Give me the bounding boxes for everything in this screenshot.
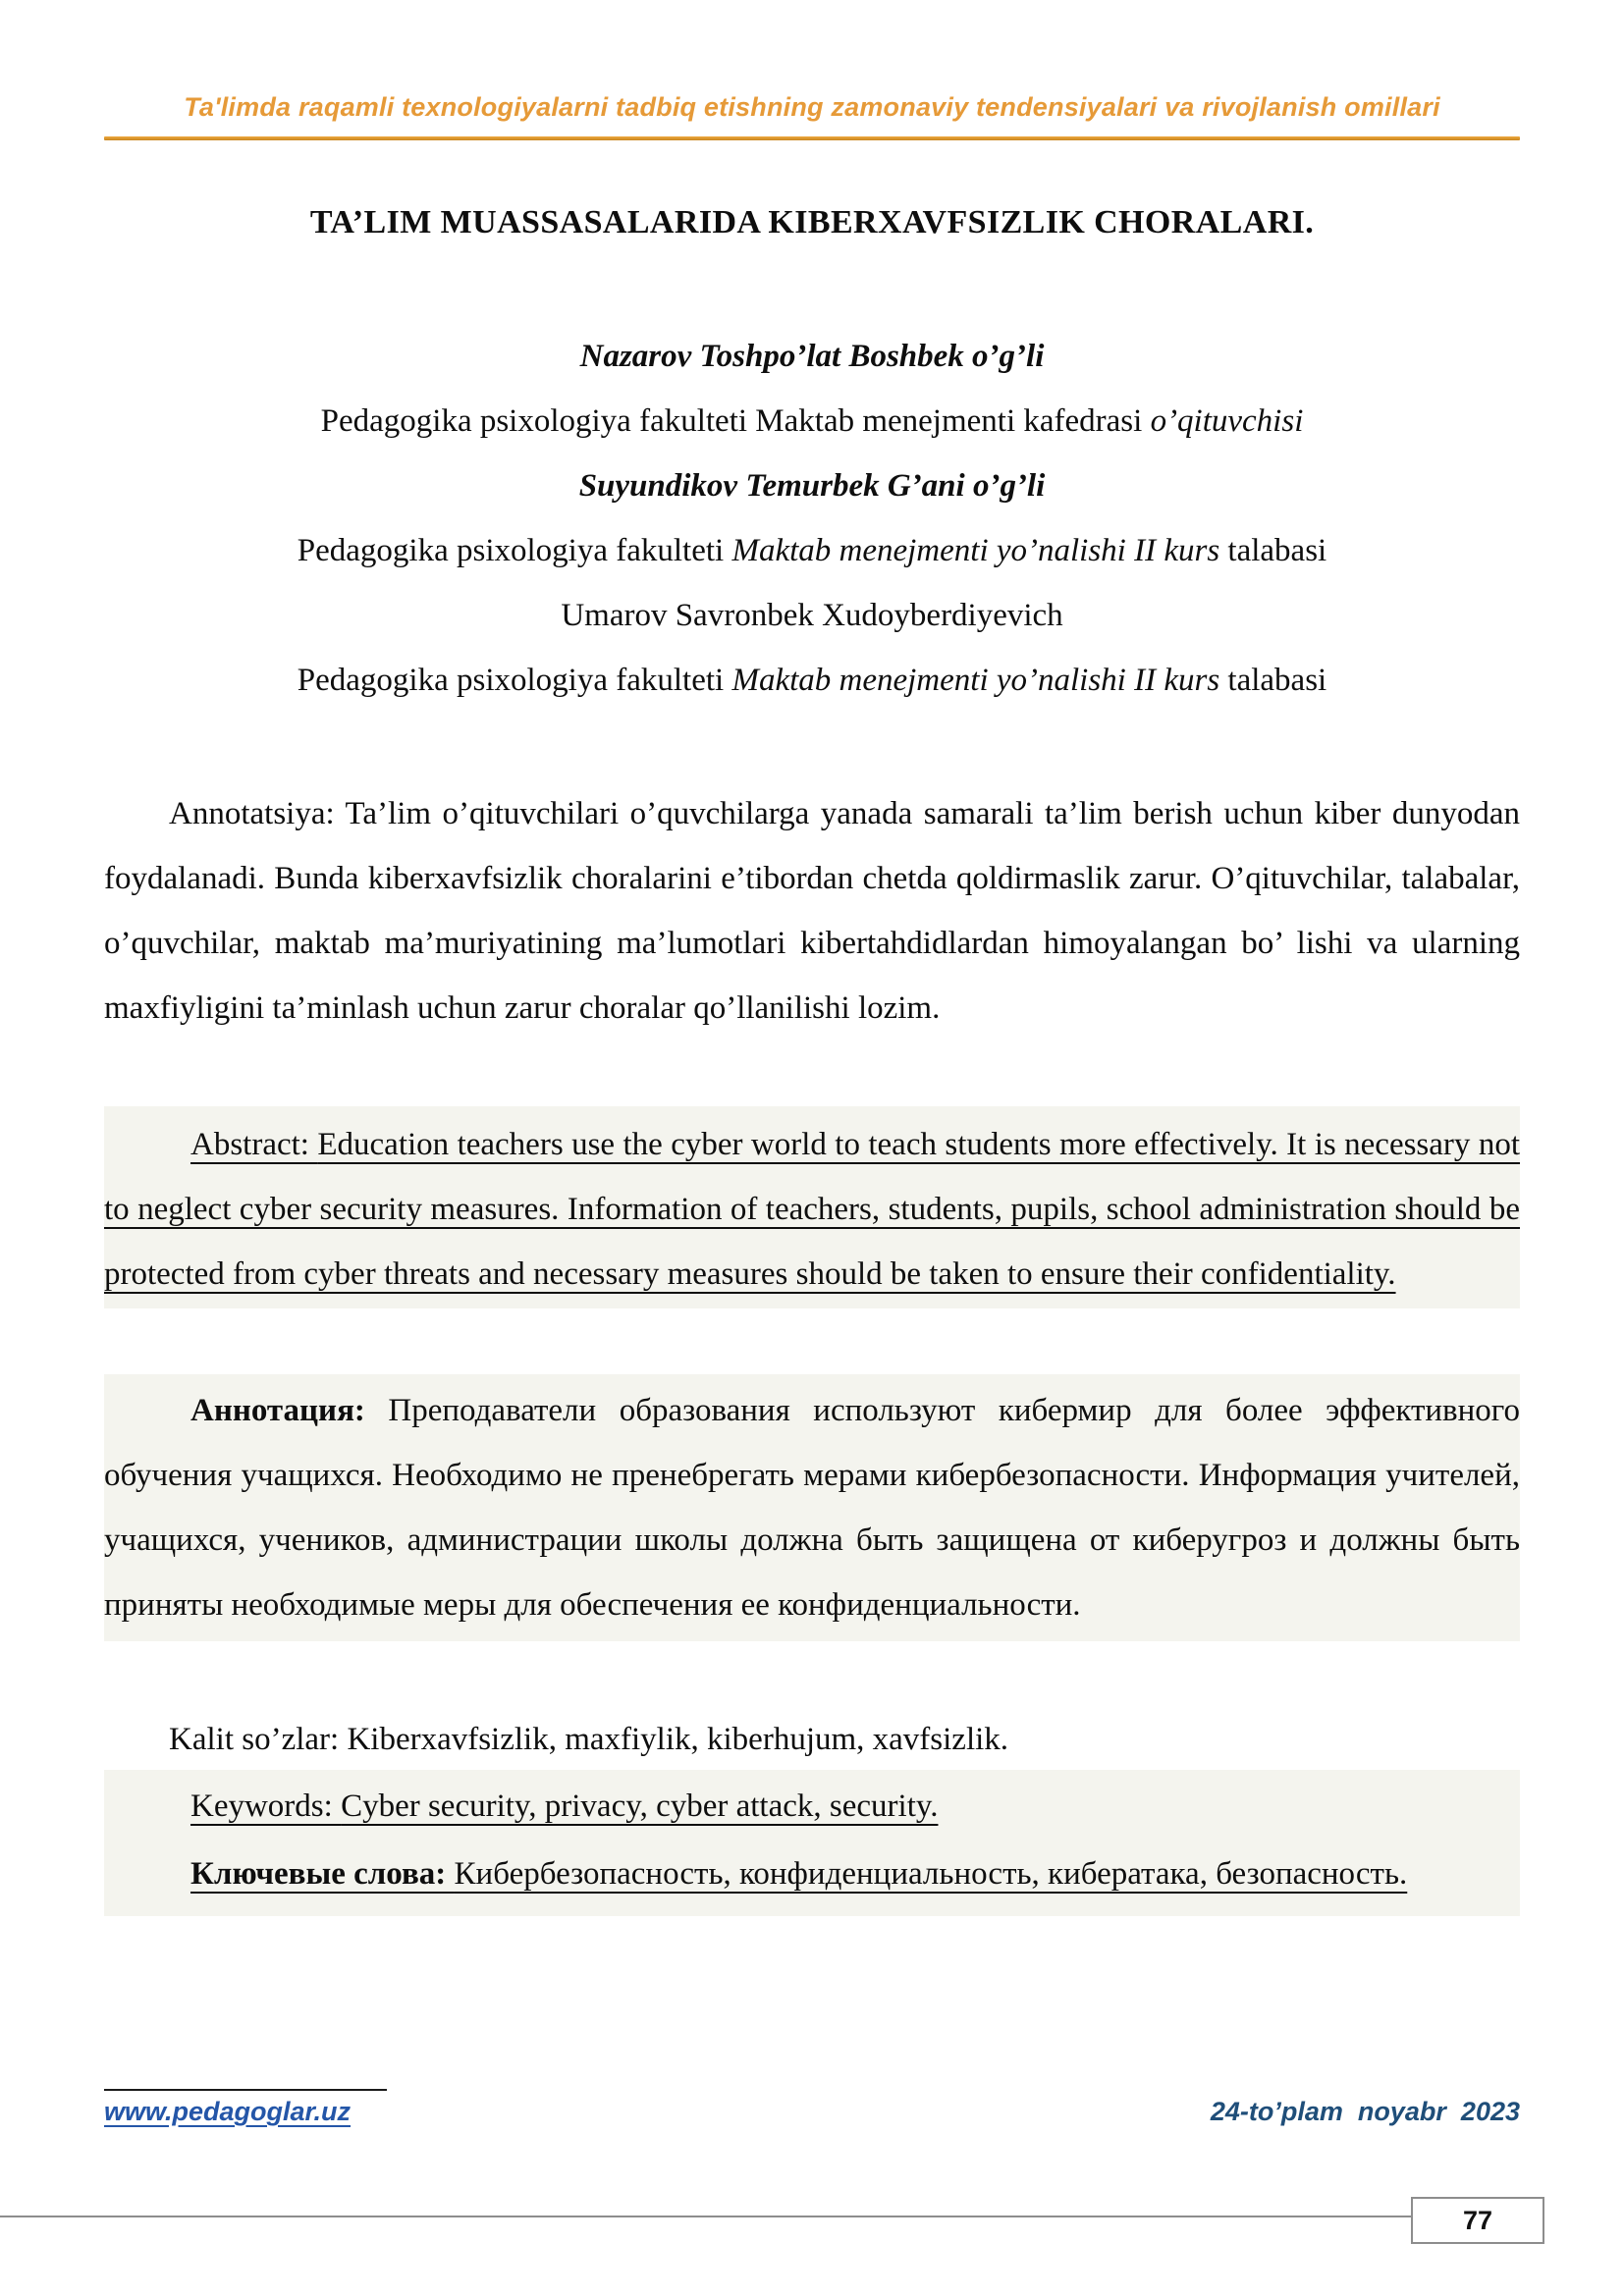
author-3-name: Umarov Savronbek Xudoyberdiyevich (561, 598, 1063, 633)
affiliation-role: Maktab menejmenti yo’nalishi II kurs (731, 533, 1220, 568)
author-1-affiliation (59, 389, 1565, 454)
footer-site-link[interactable]: www.pedagoglar.uz (104, 2097, 352, 2126)
annotation-uz-label: Annotatsiya: (169, 796, 346, 831)
article-title: TA’LIM MUASSASALARIDA KIBERXAVFSIZLIK CHORALARI. (309, 204, 1315, 240)
affiliation-tail: talabasi (1219, 663, 1327, 698)
annotation-uz-text: Ta’lim o’qituvchilari o’quvchilarga yanada samarali ta’lim berish uchun kiber dunyodan foydalanadi. Bunda kiberxavfsizlik choralarini e’tibordan chetda qoldirmaslik zarur. O’qituvchilar, talabalar, o’quvchilar, maktab ma’muriyatining ma’lumotlari kibertahdidlardan himoyalangan bo’ lishi va ularning maxfiyligini ta’minlash uchun zarur choralar qo’llanilishi lozim. (104, 796, 1521, 1026)
annotation-uz-paragraph (104, 781, 1520, 1041)
page-number: 77 (1462, 2205, 1493, 2235)
keywords-uz-text: Kiberxavfsizlik, maxfiylik, kiberhujum, xavfsizlik. (347, 1722, 1009, 1757)
author-2-affiliation (59, 518, 1565, 583)
running-title: Ta'limda raqamli texnologiyalarni tadbiq etishning zamonaviy tendensiyalari va rivojlanish omillari (184, 92, 1440, 122)
affiliation-role: o’qituvchisi (1150, 403, 1304, 439)
author-1-name: Nazarov Toshpo’lat Boshbek o’g’li (579, 339, 1045, 374)
annotation-ru-text: Преподаватели образования используют кибермир для более эффективного обучения учащихся. Необходимо не пренебрегать мерами кибербезопасности. Информация учителей, учащихся, учеников, администрации школы должна быть защищена от киберугроз и должны быть приняты необходимые меры для обеспечения ее конфиденциальности. (104, 1393, 1520, 1623)
keywords-ru-label: Ключевые слова: (190, 1856, 455, 1892)
affiliation-tail: talabasi (1219, 533, 1327, 568)
affiliation-text: Pedagogika psixologiya fakulteti (297, 663, 732, 698)
author-3-affiliation (59, 648, 1565, 713)
keywords-uz-line (104, 1707, 1520, 1772)
annotation-ru-label: Аннотация: (190, 1393, 389, 1428)
footer-issue-label: 24-to’plam noyabr 2023 (1210, 2097, 1520, 2126)
footer-separator-line (104, 2089, 387, 2091)
affiliation-text: Pedagogika psixologiya fakulteti (297, 533, 732, 568)
keywords-en-label: Keywords: (190, 1789, 342, 1824)
affiliation-text: Pedagogika psixologiya fakulteti Maktab menejmenti kafedrasi (320, 403, 1151, 439)
affiliation-role: Maktab menejmenti yo’nalishi II kurs (731, 663, 1220, 698)
header-rule (104, 136, 1520, 140)
keywords-ru-paragraph (104, 1838, 1520, 1916)
page-footer (104, 2097, 1520, 2127)
abstract-text: Education teachers use the cyber world to teach students more effectively. It is necessary not to neglect cyber security measures. Information of teachers, students, pupils, school administration should be protected from cyber threats and necessary measures should be taken to ensure their confidentiality. (104, 1127, 1520, 1292)
bottom-rule (0, 2216, 1543, 2217)
keywords-ru-text: Кибербезопасность, конфиденциальность, кибератака, безопасность. (454, 1856, 1408, 1892)
author-2-name: Suyundikov Temurbek G’ani o’g’li (578, 468, 1046, 504)
page-number-box (1411, 2197, 1544, 2244)
keywords-en-text: Cyber security, privacy, cyber attack, security. (341, 1789, 939, 1824)
keywords-uz-label: Kalit so’zlar: (169, 1722, 348, 1757)
page-header (104, 92, 1520, 140)
annotation-ru-paragraph (104, 1374, 1520, 1641)
authors-block (59, 324, 1565, 713)
abstract-label: Abstract: (190, 1127, 318, 1162)
abstract-paragraph (104, 1106, 1520, 1308)
keywords-en-line (104, 1770, 1520, 1846)
